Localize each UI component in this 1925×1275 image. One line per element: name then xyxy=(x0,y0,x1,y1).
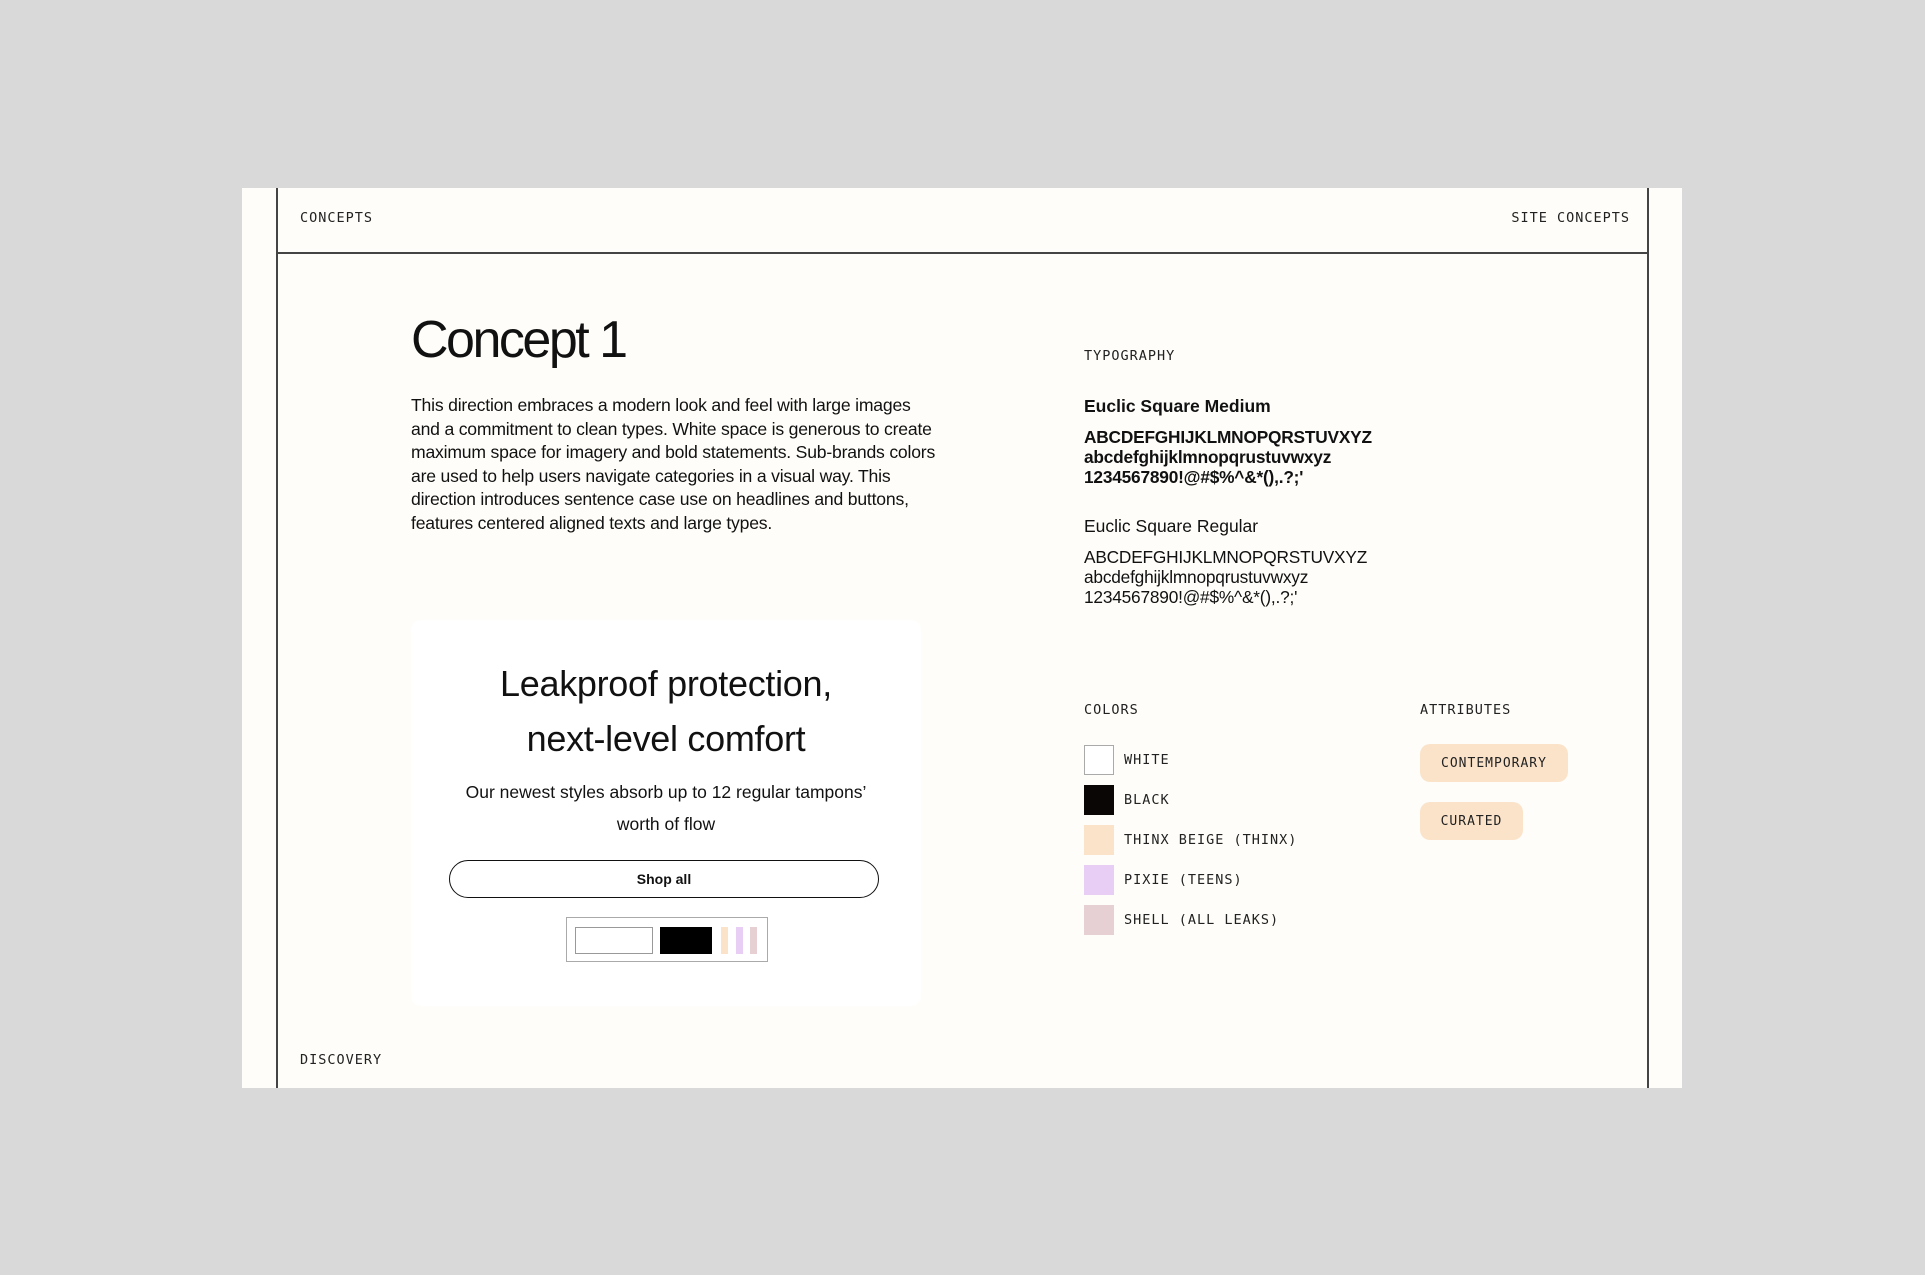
font-sample-regular xyxy=(1084,547,1367,607)
color-name: SHELL (ALL LEAKS) xyxy=(1124,912,1280,928)
page-title: Concept 1 xyxy=(411,311,626,369)
shop-all-button[interactable]: Shop all xyxy=(449,860,879,898)
swatch-black xyxy=(660,927,712,954)
color-chip xyxy=(1084,745,1114,775)
sample-uppercase: ABCDEFGHIJKLMNOPQRSTUVXYZ xyxy=(1084,427,1372,447)
card-headline-line-2: next-level comfort xyxy=(526,718,806,759)
color-swatch-strip xyxy=(566,917,768,962)
card-subtext xyxy=(411,776,921,840)
attribute-pill-contemporary: CONTEMPORARY xyxy=(1420,744,1568,782)
font-name-regular: Euclic Square Regular xyxy=(1084,516,1259,536)
color-name: THINX BEIGE (THINX) xyxy=(1124,832,1298,848)
sample-uppercase: ABCDEFGHIJKLMNOPQRSTUVXYZ xyxy=(1084,547,1368,567)
swatch-thinx-beige xyxy=(721,927,728,954)
color-chip xyxy=(1084,825,1114,855)
card-headline xyxy=(411,656,921,766)
swatch-white xyxy=(575,927,653,954)
hero-card-preview xyxy=(411,620,921,1006)
card-headline-line-1: Leakproof protection, xyxy=(500,663,832,704)
attribute-pill-curated: CURATED xyxy=(1420,802,1523,840)
swatch-pixie xyxy=(736,927,743,954)
footer-label: DISCOVERY xyxy=(300,1052,383,1068)
section-label: CONCEPTS xyxy=(300,210,374,226)
color-name: WHITE xyxy=(1124,752,1170,768)
right-rule xyxy=(1647,188,1649,1088)
left-rule xyxy=(276,188,278,1088)
colors-heading: COLORS xyxy=(1084,702,1139,718)
sample-symbols: 1234567890!@#$%^&*(),.?;' xyxy=(1084,587,1298,607)
card-subtext-line-2: worth of flow xyxy=(616,814,716,834)
concept-description: This direction embraces a modern look and feel with large images and a commitment to clean types. White space is generous to create maximum space for imagery and bold statements. Sub-brands colors are used to help users navigate categories in a visual way. This direction introduces sentence case use on headlines and buttons, features centered aligned texts and large types. xyxy=(411,395,936,533)
color-chip xyxy=(1084,865,1114,895)
color-chip xyxy=(1084,905,1114,935)
page-label: SITE CONCEPTS xyxy=(1511,210,1630,226)
font-name-medium: Euclic Square Medium xyxy=(1084,396,1271,416)
concept-sheet xyxy=(242,188,1682,1088)
attributes-heading: ATTRIBUTES xyxy=(1420,702,1512,718)
typography-heading: TYPOGRAPHY xyxy=(1084,348,1176,364)
card-subtext-line-1: Our newest styles absorb up to 12 regular tampons’ xyxy=(465,782,867,802)
color-name: PIXIE (TEENS) xyxy=(1124,872,1243,888)
sample-lowercase: abcdefghijklmnopqrustuvwxyz xyxy=(1084,567,1309,587)
header-divider xyxy=(276,252,1648,254)
sample-lowercase: abcdefghijklmnopqrustuvwxyz xyxy=(1084,447,1332,467)
color-name: BLACK xyxy=(1124,792,1170,808)
swatch-shell xyxy=(750,927,757,954)
sample-symbols: 1234567890!@#$%^&*(),.?;' xyxy=(1084,467,1304,487)
font-sample-medium xyxy=(1084,427,1372,487)
color-chip xyxy=(1084,785,1114,815)
